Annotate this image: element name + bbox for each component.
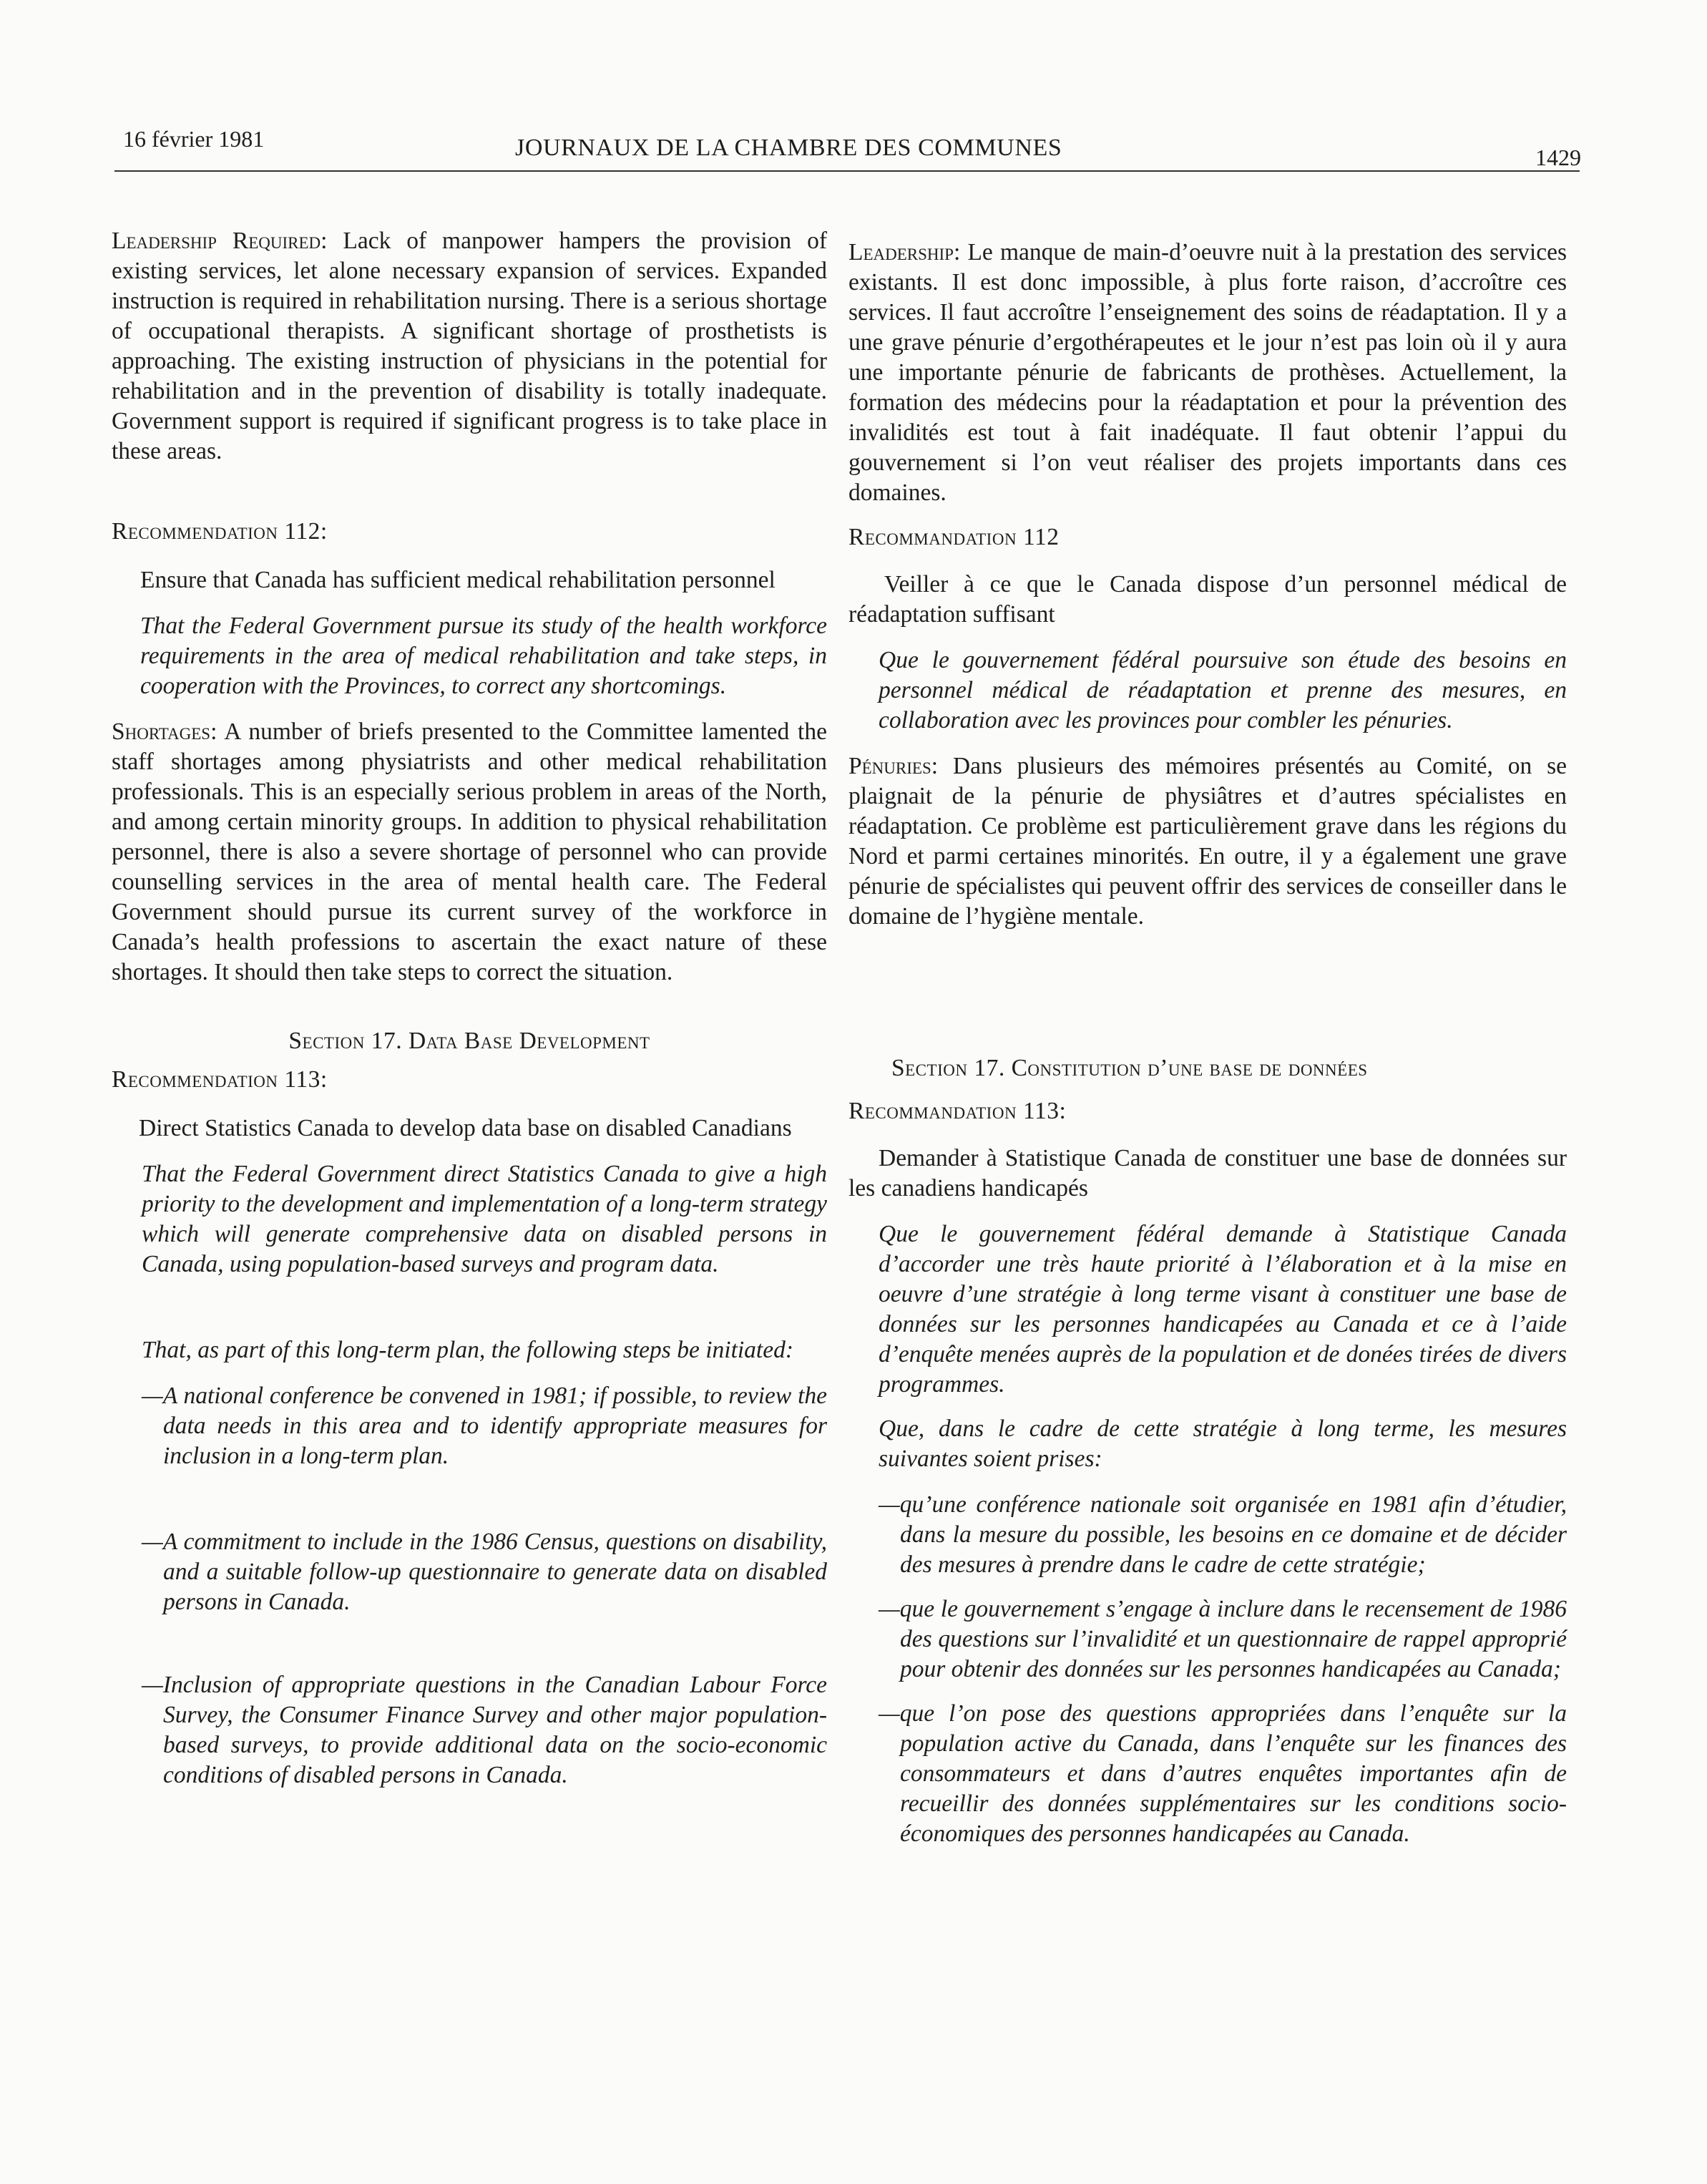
english-column bbox=[112, 226, 827, 1790]
recommendation-113-summary: Direct Statistics Canada to develop data base on disabled Canadians bbox=[139, 1115, 792, 1141]
penuries-text: Dans plusieurs des mémoires présentés au Comité, on se plaignait de la pénurie de physiâtres et d’autres spécialistes en réadaptation. Ce problème est particulièrement grave dans les régions du Nord et parmi certaines minorités. En outre, il y a également une grave pénurie de spécialistes qui peuvent offrir des services de conseiller dans le domaine de l’hygiène mentale. bbox=[848, 753, 1567, 930]
header-title: JOURNAUX DE LA CHAMBRE DES COMMUNES bbox=[515, 135, 1062, 161]
leadership-paragraph bbox=[112, 226, 827, 467]
french-column bbox=[848, 238, 1567, 1849]
step-item: —A commitment to include in the 1986 Census, questions on disability, and a suitable follow-up questionnaire to generate data on disabled persons in Canada. bbox=[142, 1529, 827, 1615]
leadership-text: Lack of manpower hampers the provision of existing services, let alone necessary expansion of services. Expanded instruction is required in rehabilitation nursing. There is a serious shortage of occupational therapists. A significant shortage of prosthetists is approaching. The existing instruction of physicians in the potential for rehabilitation and in the prevention of disability is totally inadequate. Government support is required if significant progress is to take place in these areas. bbox=[112, 228, 827, 464]
section-17-heading-fr: Section 17. Constitution d’une base de données bbox=[891, 1055, 1368, 1081]
recommendation-112-text-fr: Que le gouvernement fédéral poursuive son étude des besoins en personnel médical de réadaptation et prenne des mesures, en collaboration avec les provinces pour combler les pénuries. bbox=[879, 647, 1567, 733]
leadership-heading: Leadership Required: bbox=[112, 228, 328, 254]
shortages-text: A number of briefs presented to the Committee lamented the staff shortages among physiatrists and other medical rehabilitation professionals. This is an especially serious problem in areas of the North, and among certain minority groups. In addition to physical rehabilitation personnel, there is also a severe shortage of personnel who can provide counselling services in the area of mental health care. The Federal Government should pursue its current survey of the workforce in Canada’s health professions to ascertain the exact nature of these shortages. It should then take steps to correct the situation. bbox=[112, 718, 827, 985]
recommendation-113-heading-fr: Recommandation 113: bbox=[848, 1098, 1067, 1124]
step-item: —Inclusion of appropriate questions in the Canadian Labour Force Survey, the Consumer Finance Survey and other major population-based surveys, to provide additional data on the socio-economic conditions of disabled persons in Canada. bbox=[142, 1672, 827, 1788]
recommendation-112-summary: Ensure that Canada has sufficient medical rehabilitation personnel bbox=[140, 567, 776, 593]
step-item-fr: —qu’une conférence nationale soit organisée en 1981 afin d’étudier, dans la mesure du possible, les besoins en ce domaine et de décider des mesures à prendre dans le cadre de cette stratégie; bbox=[879, 1491, 1567, 1578]
step-item-fr: —que le gouvernement s’engage à inclure dans le recensement de 1986 des questions sur l’invalidité et un questionnaire de rappel approprié pour obtenir des données sur les personnes handicapées au Canada; bbox=[879, 1596, 1567, 1682]
recommendation-113-text-fr: Que le gouvernement fédéral demande à Statistique Canada d’accorder une très haute priorité à l’élaboration et à la mise en oeuvre d’une stratégie à long terme visant à constituer une base de données sur les personnes handicapées au Canada et ce à l’aide d’enquête menées auprès de la population et de donées tirées de divers programmes. bbox=[879, 1221, 1567, 1398]
recommendation-113-summary-fr: Demander à Statistique Canada de constituer une base de données sur les canadiens handicapés bbox=[848, 1145, 1567, 1201]
section-17-heading: Section 17. Data Base Development bbox=[288, 1028, 650, 1054]
recommendation-113-intro: That, as part of this long-term plan, the following steps be initiated: bbox=[142, 1337, 794, 1363]
header-date: 16 février 1981 bbox=[123, 126, 265, 152]
step-item-fr: —que l’on pose des questions appropriées dans l’enquête sur la population active du Canada, dans l’enquête sur les finances des consommateurs et dans d’autres enquêtes importantes afin de recueillir des données supplémentaires sur les conditions socio-économiques des personnes handicapées au Canada. bbox=[879, 1700, 1567, 1847]
step-item: —A national conference be convened in 1981; if possible, to review the data needs in this area and to identify appropriate measures for inclusion in a long-term plan. bbox=[142, 1383, 827, 1469]
page-header bbox=[114, 123, 1580, 180]
leadership-text-fr: Le manque de main-d’oeuvre nuit à la prestation des services existants. Il est donc impossible, à plus forte raison, d’accroître ces services. Il faut accroître l’enseignement des soins de réadaptation. Il y a une grave pénurie d’ergothérapeutes et le jour n’est pas loin où il y aura une importante pénurie de fabricants de prothèses. Actuellement, la formation des médecins pour la réadaptation et pour la prévention des invalidités est tout à fait inadéquate. Il faut obtenir l’appui du gouvernement si l’on veut réaliser des projets importants dans ces domaines. bbox=[848, 239, 1567, 506]
header-rule bbox=[114, 170, 1580, 172]
shortages-paragraph bbox=[112, 717, 827, 988]
recommendation-113-intro-fr: Que, dans le cadre de cette stratégie à long terme, les mesures suivantes soient prises: bbox=[879, 1415, 1567, 1472]
leadership-heading-fr: Leadership: bbox=[848, 239, 961, 265]
leadership-paragraph-fr bbox=[848, 238, 1567, 508]
recommendation-112-summary-fr: Veiller à ce que le Canada dispose d’un personnel médical de réadaptation suffisant bbox=[848, 571, 1567, 628]
page-number: 1429 bbox=[1535, 145, 1581, 170]
recommendation-113-heading: Recommendation 113: bbox=[112, 1066, 328, 1093]
recommendation-112-text: That the Federal Government pursue its study of the health workforce requirements in the area of medical rehabilitation and take steps, in cooperation with the Provinces, to correct any shortcomings. bbox=[140, 613, 827, 699]
shortages-heading: Shortages: bbox=[112, 718, 217, 745]
recommendation-112-heading: Recommendation 112: bbox=[112, 518, 328, 545]
penuries-heading: Pénuries: bbox=[848, 753, 939, 779]
penuries-paragraph bbox=[848, 751, 1567, 932]
recommendation-112-heading-fr: Recommandation 112 bbox=[848, 524, 1060, 550]
recommendation-113-text: That the Federal Government direct Statistics Canada to give a high priority to the development and implementation of a long-term strategy which will generate comprehensive data on disabled persons in Canada, using population-based surveys and program data. bbox=[142, 1161, 827, 1277]
